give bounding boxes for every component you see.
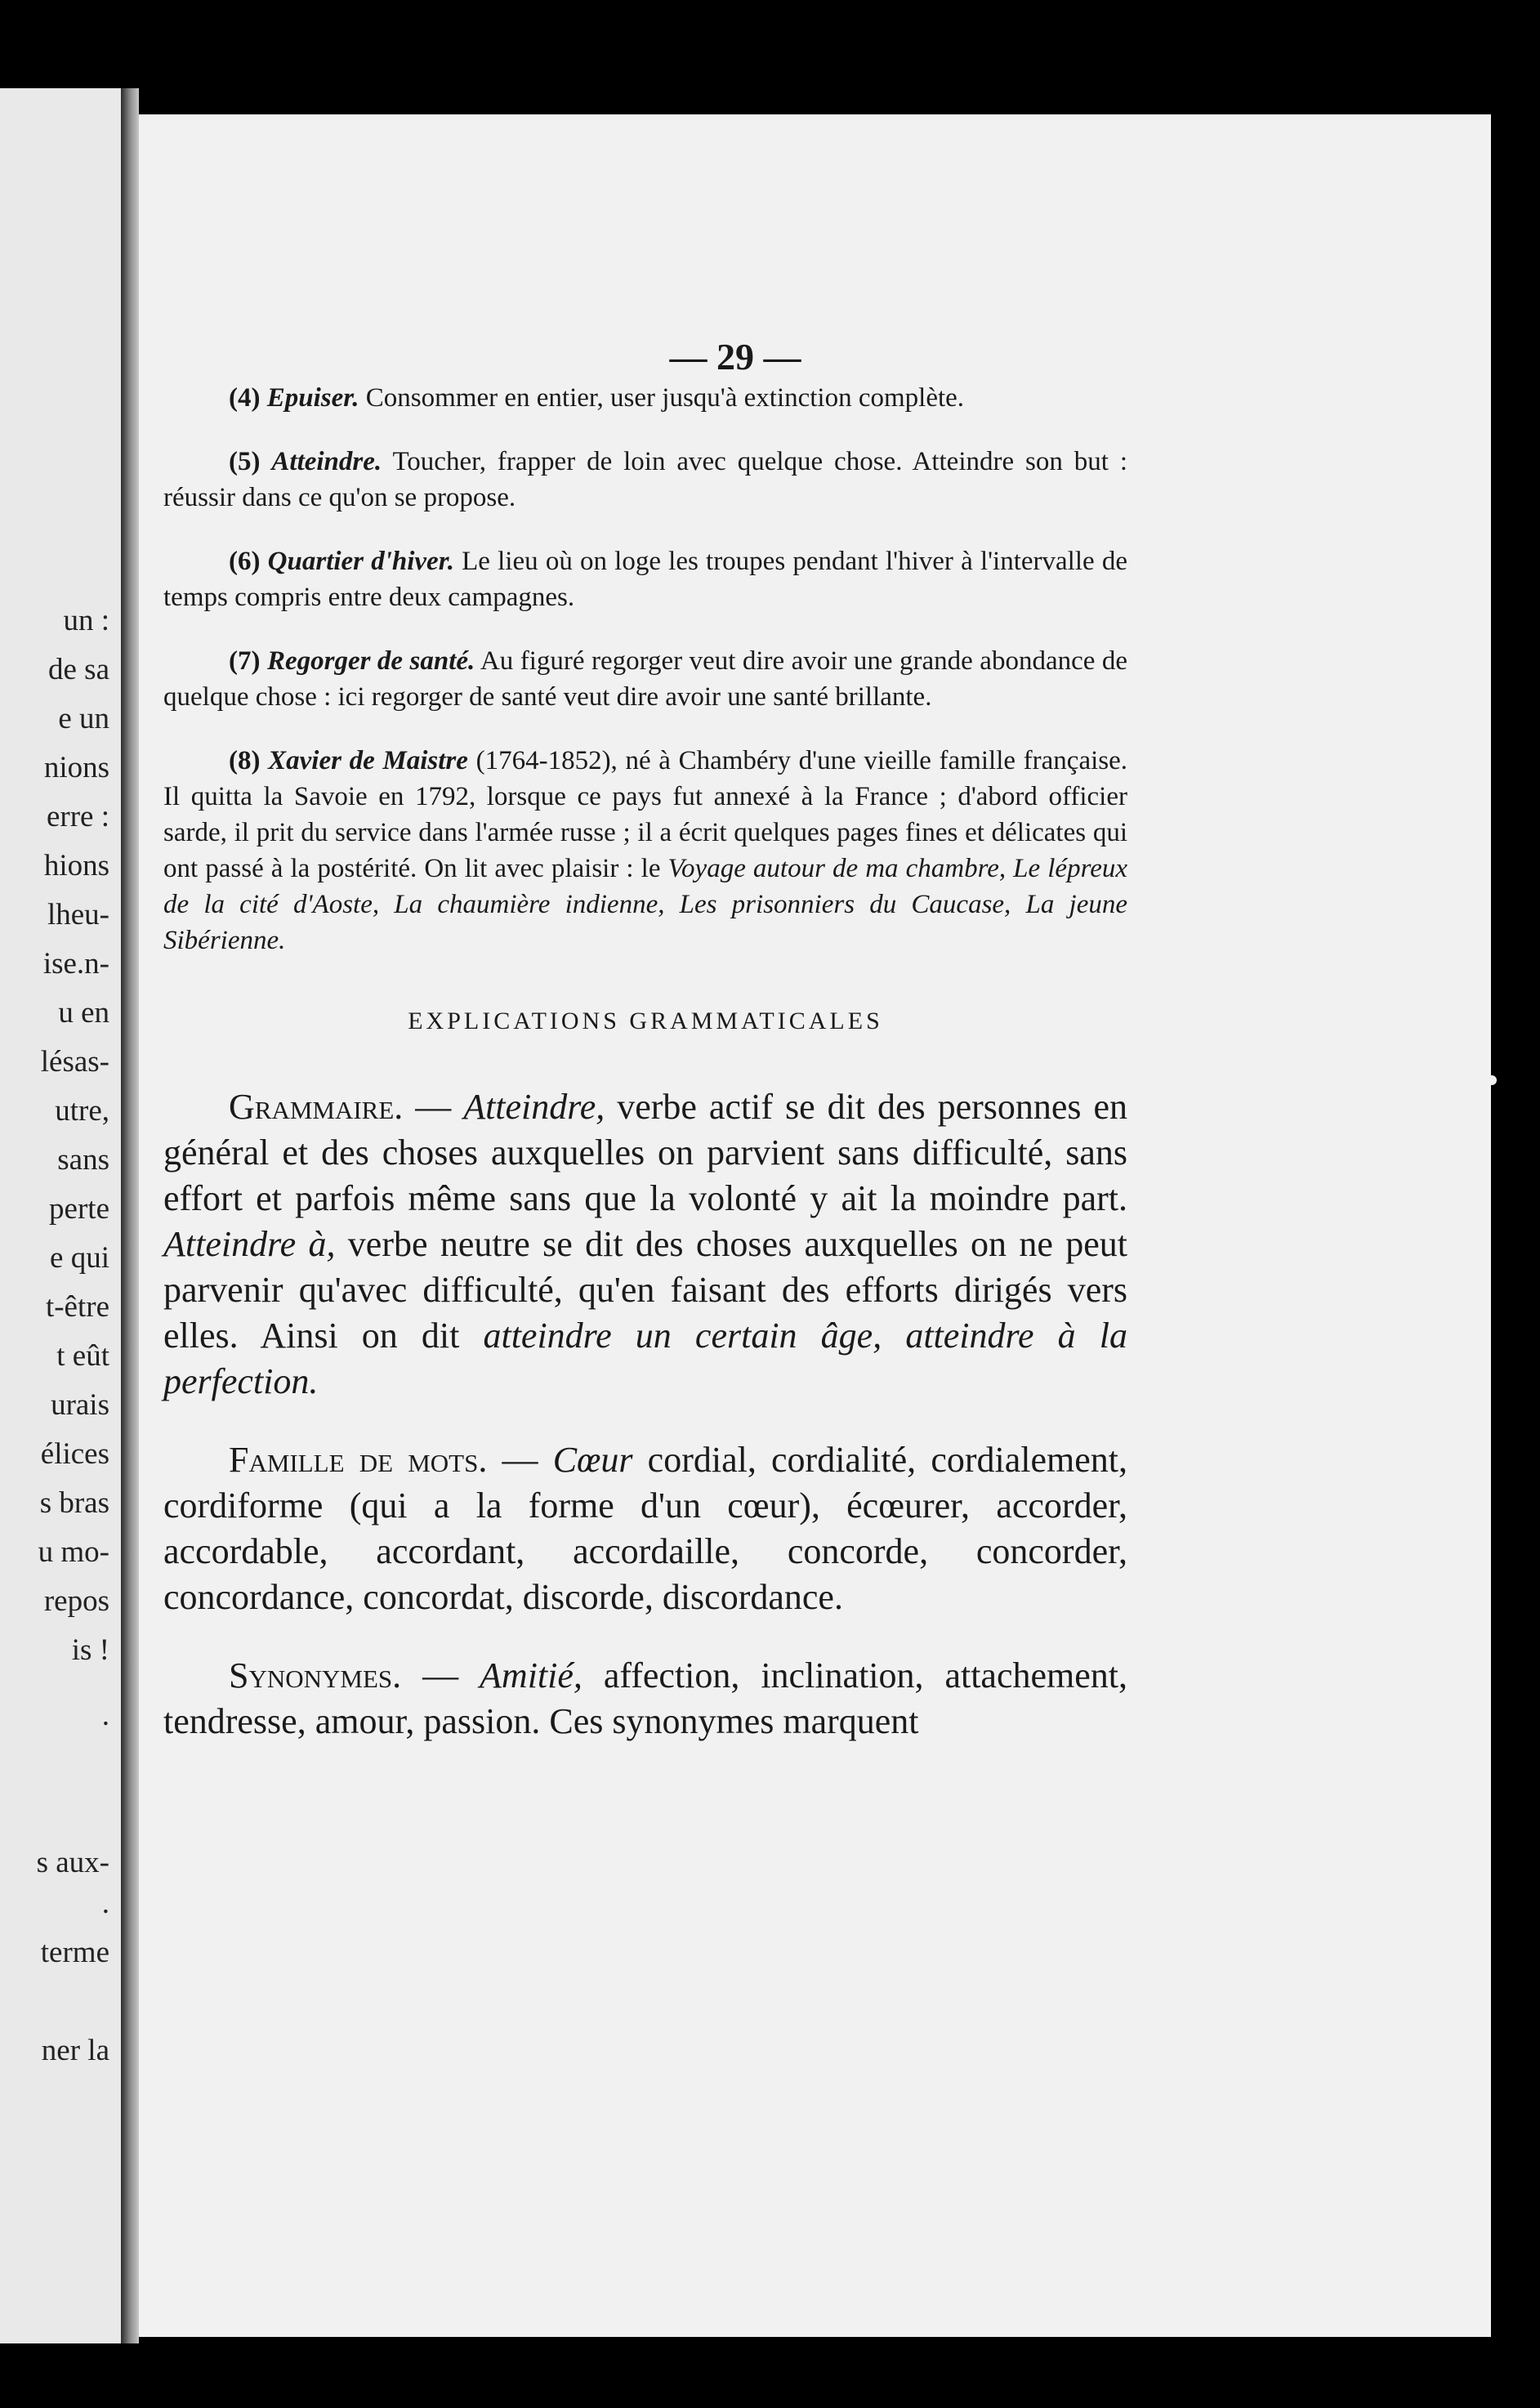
paragraph-synonymes xyxy=(163,1653,1127,1745)
paragraph-term: Atteindre à, xyxy=(163,1224,336,1264)
footnote-6 xyxy=(163,543,1127,615)
prev-page-fragment: u en xyxy=(58,996,109,1030)
footnote-text: (1764-1852), né à Chambéry d'une vieille famille française. Il quitta la Savoie en 1792, lorsque ce pays fut annexé à la France ; d'abord officier sarde, il prit du service dans l'armée russe ; il a écrit quelques pages fines et délicates qui ont passé à la postérité. On lit avec plaisir : le xyxy=(163,746,1127,883)
prev-page-fragment: urais xyxy=(51,1388,109,1422)
footnote-number: (6) xyxy=(229,547,261,576)
footnote-text: Toucher, frapper de loin avec quelque chose. Atteindre son but : réussir dans ce qu'on se propose. xyxy=(163,447,1128,512)
paragraph-label: Famille de mots. xyxy=(229,1440,488,1480)
paragraph-label: Grammaire. xyxy=(229,1087,404,1127)
footnote-term: Quartier d'hiver. xyxy=(267,547,454,576)
book-page xyxy=(139,114,1491,2337)
footnote-number: (4) xyxy=(229,383,261,413)
footnote-term: Atteindre. xyxy=(271,447,382,476)
prev-page-fragment: ise.n- xyxy=(42,947,109,981)
prev-page-fragment: repos xyxy=(43,1584,109,1618)
prev-page-fragment: is ! xyxy=(71,1633,109,1667)
scan-speck xyxy=(1487,1075,1497,1085)
prev-page-fragment: utre, xyxy=(55,1094,109,1128)
paragraph-text: affection, inclination, attachement, tendresse, amour, passion. Ces synonymes marquent xyxy=(163,1655,1128,1741)
paragraph-dash: — xyxy=(487,1440,553,1480)
previous-page-edge xyxy=(0,88,121,2343)
paragraph-grammaire xyxy=(163,1084,1127,1405)
paragraph-example: atteindre un certain âge, atteindre à la perfection. xyxy=(163,1316,1127,1401)
page-number: — 29 — xyxy=(669,336,801,378)
prev-page-fragment: perte xyxy=(49,1192,109,1226)
prev-page-fragment: t-être xyxy=(45,1290,109,1324)
paragraph-dash: — xyxy=(403,1087,464,1127)
prev-page-fragment: lheu- xyxy=(47,898,109,931)
prev-page-fragment: erre : xyxy=(46,800,109,833)
footnote-term: Xavier de Maistre xyxy=(268,746,468,775)
footnote-4 xyxy=(163,380,1127,416)
prev-page-fragment: t eût xyxy=(56,1339,109,1373)
paragraph-text: verbe neutre se dit des choses auxquelles on ne peut parvenir qu'avec difficulté, qu'en faisant des efforts dirigés vers elles. Ainsi on dit xyxy=(163,1224,1127,1356)
footnote-term: Regorger de santé. xyxy=(266,646,475,676)
prev-page-fragment: terme xyxy=(40,1936,109,1969)
footnote-5 xyxy=(163,444,1127,516)
prev-page-fragment: hions xyxy=(43,849,109,882)
footnote-text: Consommer en entier, user jusqu'à extinction complète. xyxy=(359,383,965,413)
prev-page-fragment: de sa xyxy=(48,653,109,686)
footnote-works: Voyage autour de ma chambre, Le lépreux de la cité d'Aoste, La chaumière indienne, Les prisonniers du Caucase, La jeune Sibérienne. xyxy=(163,854,1127,955)
paragraph-text: verbe actif se dit des personnes en général et des choses auxquelles on parvient sans difficulté, sans effort et parfois même sans que la volonté y ait la moindre part. xyxy=(163,1087,1127,1218)
prev-page-fragment: un : xyxy=(63,604,109,637)
prev-page-fragment: nions xyxy=(43,751,109,784)
prev-page-fragment: ner la xyxy=(41,2034,109,2067)
paragraph-term: Amitié, xyxy=(480,1655,583,1695)
prev-page-fragment: sans xyxy=(57,1143,109,1177)
prev-page-fragment: e un xyxy=(58,702,109,735)
prev-page-fragment: . xyxy=(101,1887,109,1920)
prev-page-fragment: élices xyxy=(40,1437,109,1471)
paragraph-dash: — xyxy=(401,1655,480,1695)
paragraph-label: Synonymes. xyxy=(229,1655,402,1695)
page-content xyxy=(163,380,1127,1777)
footnote-text: Au figuré regorger veut dire avoir une grande abondance de quelque chose : ici regorger de santé veut dire avoir une santé brillante. xyxy=(163,646,1127,712)
section-title: EXPLICATIONS GRAMMATICALES xyxy=(408,1007,883,1034)
paragraph-term: Cœur xyxy=(552,1440,633,1480)
footnote-number: (5) xyxy=(229,447,261,476)
prev-page-fragment: e qui xyxy=(50,1241,109,1275)
footnote-number: (7) xyxy=(229,646,261,676)
footnote-term: Epuiser. xyxy=(266,383,359,413)
paragraph-text: cordial, cordialité, cordialement, cordiforme (qui a la forme d'un cœur), écœurer, accorder, accordable, accordant, accordaille, concorde, concorder, concordance, concordat, discorde, discordance. xyxy=(163,1440,1127,1617)
prev-page-fragment: u mo- xyxy=(38,1535,109,1569)
prev-page-fragment: s aux- xyxy=(36,1846,109,1879)
footnote-text: Le lieu où on loge les troupes pendant l'hiver à l'intervalle de temps compris entre deux campagnes. xyxy=(163,547,1127,612)
footnote-number: (8) xyxy=(229,746,261,775)
footnote-8 xyxy=(163,743,1127,958)
book-gutter xyxy=(121,88,139,2343)
prev-page-fragment: . xyxy=(101,1699,109,1732)
footnote-7 xyxy=(163,643,1127,715)
prev-page-fragment: s bras xyxy=(39,1486,109,1520)
prev-page-fragment: lésas- xyxy=(40,1045,109,1079)
paragraph-term: Atteindre, xyxy=(463,1087,605,1127)
paragraph-famille xyxy=(163,1437,1127,1620)
